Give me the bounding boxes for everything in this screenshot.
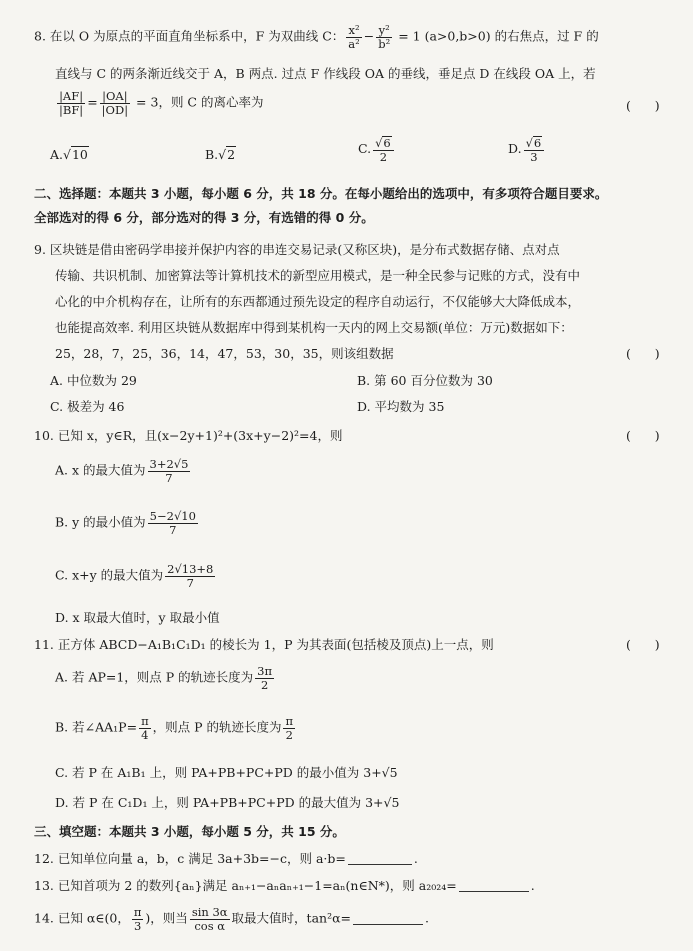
q9-option-c: C. 极差为 46: [50, 399, 125, 414]
q8-ratio1-den: |BF|: [59, 102, 84, 117]
q8-line2: 直线与 C 的两条渐近线交于 A，B 两点. 过点 F 作线段 OA 的垂线，垂足点 D 在线段 OA 上，若: [55, 66, 596, 81]
q9-answer-paren: ( ): [626, 346, 660, 361]
q11-option-a-den: 2: [260, 677, 269, 692]
q8-frac-x: [346, 24, 361, 50]
q9-option-b: B. 第 60 百分位数为 30: [357, 373, 493, 388]
q8-option-d-den: 3: [530, 149, 538, 164]
q8-option-a-label: A.: [50, 147, 64, 162]
q10-option-a-den: 7: [165, 470, 173, 485]
q8-option-a: A.√10: [50, 147, 88, 162]
q8-option-b-label: B.: [205, 147, 219, 162]
q13-answer-blank[interactable]: [459, 879, 529, 892]
q8-line3-tail: = 3，则 C 的离心率为: [132, 94, 264, 110]
q11-option-b: [55, 715, 297, 741]
q10-option-a-text: A. x 的最大值为: [55, 462, 146, 478]
q8-line1-a: 8. 在以 O 为原点的平面直角坐标系中，F 为双曲线 C：: [34, 28, 345, 44]
q11-option-b-mid: ，则点 P 的轨迹长度为: [152, 719, 282, 735]
q11-option-b-den1: 4: [141, 727, 149, 742]
q10-option-c-text: C. x+y 的最大值为: [55, 567, 164, 583]
q9-line1: 9. 区块链是借由密码学串接并保护内容的串连交易记录(又称区块)，是分布式数据存储、点对点: [34, 242, 560, 257]
q8-option-b-value: 2: [227, 147, 236, 162]
q13: [34, 878, 535, 894]
q14-num1: π: [133, 905, 142, 919]
section2-heading-line1: 二、选择题：本题共 3 小题，每小题 6 分，共 18 分。在每小题给出的选项中，有多项符合题目要求。: [34, 186, 608, 201]
q11-option-b-den2: 2: [285, 727, 293, 742]
q13-text: 13. 已知首项为 2 的数列{aₙ}满足 aₙ₊₁−aₙaₙ₊₁−1=aₙ(n∈N*)，则 a₂₀₂₄=: [34, 878, 457, 893]
q8-option-c-den: 2: [379, 149, 388, 164]
q8-answer-paren: ( ): [626, 98, 660, 113]
q10-stem: 10. 已知 x，y∈R，且(x−2y+1)²+(3x+y−2)²=4，则: [34, 428, 343, 443]
q10-answer-paren: ( ): [626, 428, 660, 443]
q8-frac-y: [376, 24, 392, 50]
q10-option-b: [55, 510, 200, 536]
q10-option-b-den: 7: [169, 522, 177, 537]
q8-option-a-value: 10: [71, 147, 88, 162]
q8-ratio-oa-od: [100, 90, 130, 116]
q9-option-a: A. 中位数为 29: [50, 373, 137, 388]
q9-line4: 也能提高效率. 利用区块链从数据库中得到某机构一天内的网上交易额(单位：万元)数据如下：: [55, 320, 573, 335]
q10-option-c-num: 2√13+8: [167, 562, 214, 576]
q12-answer-blank[interactable]: [348, 852, 412, 865]
q8-frac-x-den: a²: [348, 36, 360, 51]
q12-text: 12. 已知单位向量 a，b，c 满足 3a+3b=−c，则 a·b=: [34, 851, 346, 866]
q11-answer-paren: ( ): [626, 637, 660, 652]
q10-option-c: [55, 563, 217, 589]
q9-line3: 心化的中介机构存在，让所有的东西都通过预先设定的程序自动运行，不仅能够大大降低成本，: [55, 294, 581, 309]
q14-den1: 3: [133, 918, 142, 933]
q11-option-d: D. 若 P 在 C₁D₁ 上，则 PA+PB+PC+PD 的最大值为 3+√5: [55, 795, 400, 810]
q14-mid: )，则当: [145, 910, 188, 926]
q11-option-b-num1: π: [141, 714, 149, 728]
q14-pre: 14. 已知 α∈(0，: [34, 910, 130, 926]
q12: [34, 851, 418, 867]
q12-tail: .: [413, 851, 418, 866]
q10-option-b-text: B. y 的最小值为: [55, 514, 146, 530]
q9-line2: 传输、共识机制、加密算法等计算机技术的新型应用模式，是一种全民参与记账的方式，没有中: [55, 268, 581, 283]
q10-option-a-num: 3+2√5: [149, 457, 189, 471]
q11-option-b-num2: π: [285, 714, 294, 728]
q8-option-d-num: 6: [533, 136, 542, 150]
q8-frac-x-num: x²: [346, 24, 361, 38]
q8-option-c-num: 6: [383, 136, 391, 150]
q14: [34, 906, 429, 932]
q8-ratio-af-bf: [57, 90, 85, 116]
q8-option-d-label: D.: [508, 141, 522, 157]
q8-ratio2-num: |OA|: [100, 90, 130, 104]
q8-ratio2-den: |OD|: [101, 102, 129, 117]
q14-num2: sin 3α: [191, 905, 228, 919]
q11-option-b-text: B. 若∠AA₁P=: [55, 719, 138, 735]
q11-option-a-num: 3π: [257, 664, 273, 678]
q13-tail: .: [530, 878, 535, 893]
q14-answer-blank[interactable]: [353, 912, 423, 925]
q14-den2: cos α: [194, 918, 226, 933]
q8-option-c-label: C.: [358, 141, 372, 157]
q10-option-d: D. x 取最大值时，y 取最小值: [55, 610, 220, 625]
q14-post: 取最大值时，tan²α=: [231, 910, 351, 926]
q10-option-a: [55, 458, 192, 484]
q8-frac-y-den: b²: [378, 36, 391, 51]
q8-line1: 8. 在以 O 为原点的平面直角坐标系中，F 为双曲线 C： $\frac{\text{x²}}{\text{a²}}$ − $\frac{\text{y²}}{\text{b²}}$ = 1 (a>0,b>0) 的右焦点，过 F 的: [34, 23, 599, 51]
q11-option-a: [55, 665, 276, 691]
q8-option-b: B.√2: [205, 147, 236, 162]
q8-ratio1-num: |AF|: [57, 90, 85, 104]
q10-option-c-den: 7: [186, 575, 194, 590]
q9-option-d: D. 平均数为 35: [357, 399, 445, 414]
q11-stem: 11. 正方体 ABCD−A₁B₁C₁D₁ 的棱长为 1，P 为其表面(包括棱及顶点)上一点，则: [34, 637, 494, 652]
q11-option-a-text: A. 若 AP=1，则点 P 的轨迹长度为: [55, 669, 254, 685]
q11-option-c: C. 若 P 在 A₁B₁ 上，则 PA+PB+PC+PD 的最小值为 3+√5: [55, 765, 398, 780]
q10-option-b-num: 5−2√10: [149, 509, 196, 523]
q14-tail: .: [425, 910, 429, 926]
section2-heading-line2: 全部选对的得 6 分，部分选对的得 3 分，有选错的得 0 分。: [34, 210, 374, 225]
q8-line3: $\frac{|AF|}{|BF|}$ = $\frac{|OA|}{|OD|}$ = 3，则 C 的离心率为: [59, 89, 264, 117]
q9-line5: 25，28，7，25，36，14，47，53，30，35，则该组数据: [55, 346, 394, 361]
q8-frac-y-num: y²: [376, 24, 392, 38]
q8-line1-b: = 1 (a>0,b>0) 的右焦点，过 F 的: [394, 28, 599, 44]
section3-heading: 三、填空题：本题共 3 小题，每小题 5 分，共 15 分。: [34, 824, 345, 839]
q8-option-c: C. $\frac{√6}{2}$: [358, 136, 396, 163]
q8-option-d: D. $\frac{√6}{3}$: [508, 136, 546, 163]
